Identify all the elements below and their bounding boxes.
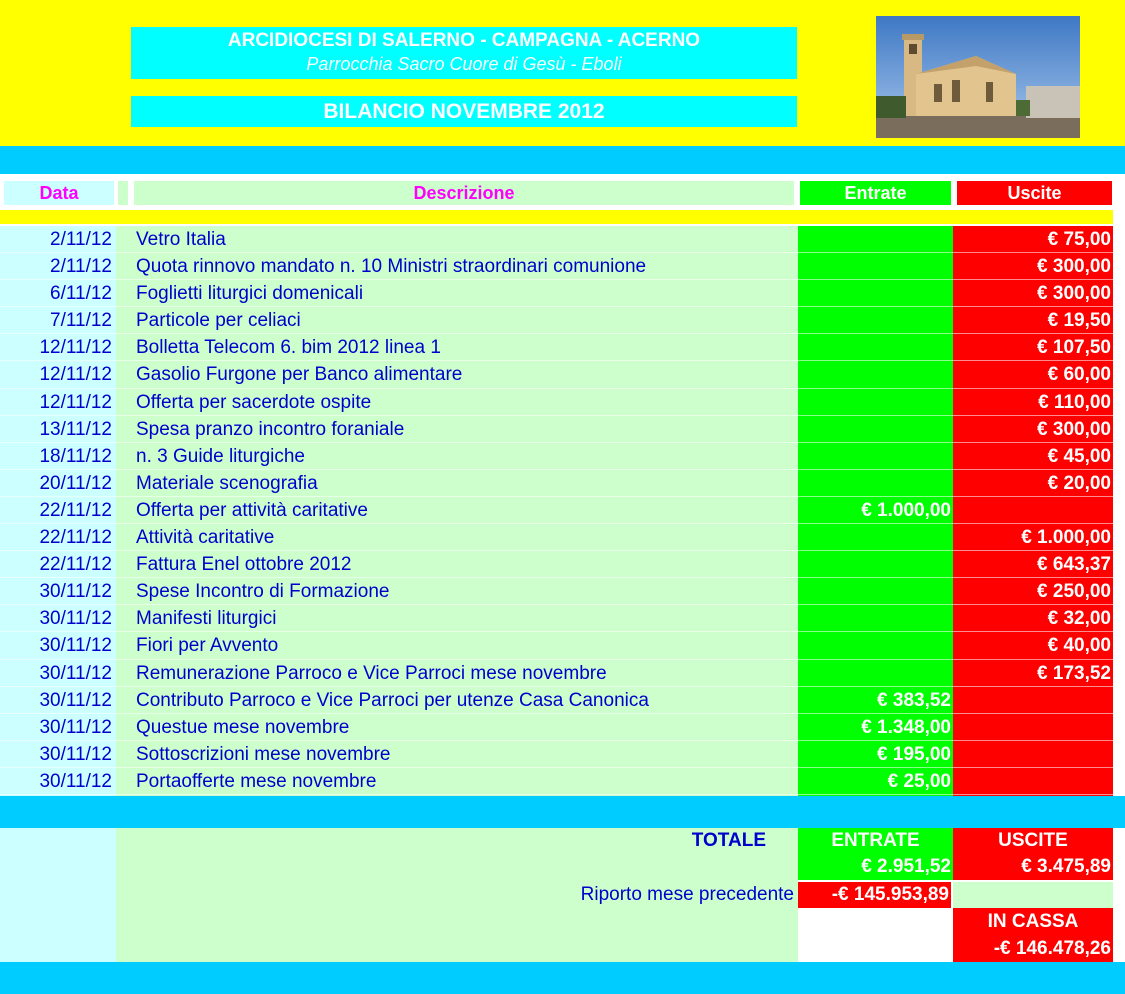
- row-income: [798, 578, 951, 605]
- row-date: 30/11/12: [39, 608, 112, 630]
- row-expense: € 20,00: [1047, 472, 1111, 494]
- row-date: 12/11/12: [39, 364, 112, 386]
- totals-label: TOTALE: [691, 830, 766, 851]
- row-description: n. 3 Guide liturgiche: [136, 445, 305, 467]
- total-expense-box: [953, 828, 1113, 880]
- row-date: 22/11/12: [39, 554, 112, 576]
- row-date: 13/11/12: [39, 418, 112, 440]
- total-income-box: [798, 828, 953, 880]
- row-date: 30/11/12: [39, 689, 112, 711]
- table-row: [0, 443, 1113, 470]
- row-description: Questue mese novembre: [136, 716, 350, 738]
- row-date: 30/11/12: [39, 635, 112, 657]
- row-expense: € 173,52: [1037, 662, 1111, 684]
- row-description: Foglietti liturgici domenicali: [136, 283, 364, 305]
- row-date: 30/11/12: [39, 581, 112, 603]
- row-description: Vetro Italia: [136, 229, 226, 250]
- row-income: [798, 632, 951, 659]
- row-description: Sottoscrizioni mese novembre: [136, 743, 391, 765]
- row-expense: € 300,00: [1037, 283, 1111, 305]
- column-header-spacer: [118, 181, 128, 205]
- row-income: [798, 334, 951, 361]
- table-row: [0, 280, 1113, 307]
- row-expense: [953, 687, 1111, 714]
- row-expense: € 75,00: [1047, 229, 1111, 250]
- total-income-value: € 2.951,52: [861, 856, 951, 877]
- row-expense: [953, 714, 1111, 741]
- bottom-band: [0, 796, 1125, 828]
- row-income: [798, 605, 951, 632]
- organization-box: [131, 27, 797, 79]
- table-row: [0, 551, 1113, 578]
- row-expense: [953, 741, 1111, 768]
- row-date: 22/11/12: [39, 499, 112, 521]
- table-row: [0, 416, 1113, 443]
- row-income: [798, 416, 951, 443]
- table-row: [0, 632, 1113, 659]
- row-income: [798, 389, 951, 416]
- top-band: [0, 146, 1125, 174]
- row-income: [798, 361, 951, 388]
- row-expense: € 32,00: [1047, 608, 1111, 630]
- row-expense: € 1.000,00: [1021, 527, 1111, 549]
- row-expense: € 107,50: [1037, 337, 1111, 359]
- row-expense: € 250,00: [1037, 581, 1111, 603]
- row-date: 12/11/12: [39, 337, 112, 359]
- row-expense: € 643,37: [1037, 554, 1111, 576]
- table-row: [0, 253, 1113, 280]
- row-date: 6/11/12: [50, 283, 112, 305]
- column-header-expense: Uscite: [957, 181, 1112, 205]
- table-row: [0, 741, 1113, 768]
- table-row: [0, 768, 1113, 795]
- header-divider-band: [0, 210, 1113, 224]
- row-date: 30/11/12: [39, 743, 112, 765]
- row-expense: [953, 768, 1111, 795]
- row-expense: € 300,00: [1037, 256, 1111, 278]
- row-description: Materiale scenografia: [136, 472, 318, 494]
- table-row: [0, 307, 1113, 334]
- row-date: 30/11/12: [39, 770, 112, 792]
- row-description: Remunerazione Parroco e Vice Parroci mese novembre: [136, 662, 607, 684]
- row-income: [798, 470, 951, 497]
- table-row: [0, 334, 1113, 361]
- row-description: Spese Incontro di Formazione: [136, 581, 390, 603]
- row-income: [798, 443, 951, 470]
- page-title: BILANCIO NOVEMBRE 2012: [131, 96, 797, 127]
- row-expense: € 110,00: [1038, 391, 1111, 413]
- row-description: Gasolio Furgone per Banco alimentare: [136, 364, 463, 386]
- table-row: [0, 226, 1113, 253]
- row-income: € 1.348,00: [861, 716, 951, 738]
- table-row: [0, 497, 1113, 524]
- row-income: [798, 524, 951, 551]
- row-expense: € 60,00: [1047, 364, 1111, 386]
- row-description: Spesa pranzo incontro foraniale: [136, 418, 405, 440]
- row-expense: [953, 497, 1111, 524]
- row-income: € 1.000,00: [861, 499, 951, 521]
- row-income: [798, 253, 951, 280]
- row-date: 2/11/12: [50, 229, 112, 250]
- cash-balance-box: [953, 908, 1113, 962]
- cash-balance-value: -€ 146.478,26: [993, 938, 1111, 959]
- parish-name: Parrocchia Sacro Cuore di Gesù - Eboli: [306, 54, 622, 74]
- row-description: Fiori per Avvento: [136, 635, 279, 657]
- table-row: [0, 389, 1113, 416]
- row-description: Particole per celiaci: [136, 310, 301, 332]
- organization-name: ARCIDIOCESI DI SALERNO - CAMPAGNA - ACERNO: [227, 30, 701, 51]
- row-expense: € 40,00: [1047, 635, 1111, 657]
- row-description: Quota rinnovo mandato n. 10 Ministri straordinari comunione: [136, 256, 647, 278]
- row-description: Contributo Parroco e Vice Parroci per utenze Casa Canonica: [136, 689, 649, 711]
- transactions-table: [0, 226, 1113, 795]
- row-date: 30/11/12: [39, 662, 112, 684]
- row-income: € 25,00: [887, 770, 951, 792]
- row-income: [798, 551, 951, 578]
- row-description: Offerta per sacerdote ospite: [136, 391, 372, 413]
- total-expense-label: USCITE: [998, 830, 1068, 851]
- row-income: € 383,52: [877, 689, 951, 711]
- row-expense: € 45,00: [1047, 445, 1111, 467]
- total-income-label: ENTRATE: [831, 830, 920, 851]
- table-row: [0, 578, 1113, 605]
- row-date: 2/11/12: [50, 256, 112, 278]
- cash-balance-label: IN CASSA: [987, 911, 1079, 932]
- total-expense-value: € 3.475,89: [1021, 856, 1111, 877]
- previous-balance-spacer: [953, 882, 1113, 908]
- row-description: Portaofferte mese novembre: [136, 770, 377, 792]
- row-date: 7/11/12: [50, 310, 112, 332]
- row-date: 12/11/12: [39, 391, 112, 413]
- row-description: Manifesti liturgici: [136, 608, 277, 630]
- column-header-date: Data: [4, 181, 114, 205]
- table-row: [0, 524, 1113, 551]
- previous-balance-value: -€ 145.953,89: [798, 882, 951, 908]
- row-expense: € 19,50: [1047, 310, 1111, 332]
- row-date: 22/11/12: [39, 527, 112, 549]
- table-row: [0, 605, 1113, 632]
- row-description: Fattura Enel ottobre 2012: [136, 554, 352, 576]
- church-photo: [876, 16, 1080, 138]
- column-header-description: Descrizione: [134, 181, 794, 205]
- row-income: [798, 226, 951, 253]
- table-row: [0, 660, 1113, 687]
- previous-balance-label: Riporto mese precedente: [580, 884, 794, 905]
- totals-left-panel: [0, 828, 116, 962]
- row-date: 20/11/12: [39, 472, 112, 494]
- row-income: [798, 307, 951, 334]
- row-income: [798, 660, 951, 687]
- row-description: Attività caritative: [136, 527, 275, 549]
- row-date: 30/11/12: [39, 716, 112, 738]
- table-row: [0, 470, 1113, 497]
- table-row: [0, 361, 1113, 388]
- row-expense: € 300,00: [1037, 418, 1111, 440]
- table-row: [0, 687, 1113, 714]
- footer-band: [0, 962, 1125, 994]
- row-date: 18/11/12: [39, 445, 112, 467]
- column-header-income: Entrate: [800, 181, 951, 205]
- row-description: Bolletta Telecom 6. bim 2012 linea 1: [136, 337, 441, 359]
- row-income: [798, 280, 951, 307]
- row-income: € 195,00: [877, 743, 951, 765]
- row-description: Offerta per attività caritative: [136, 499, 368, 521]
- table-row: [0, 714, 1113, 741]
